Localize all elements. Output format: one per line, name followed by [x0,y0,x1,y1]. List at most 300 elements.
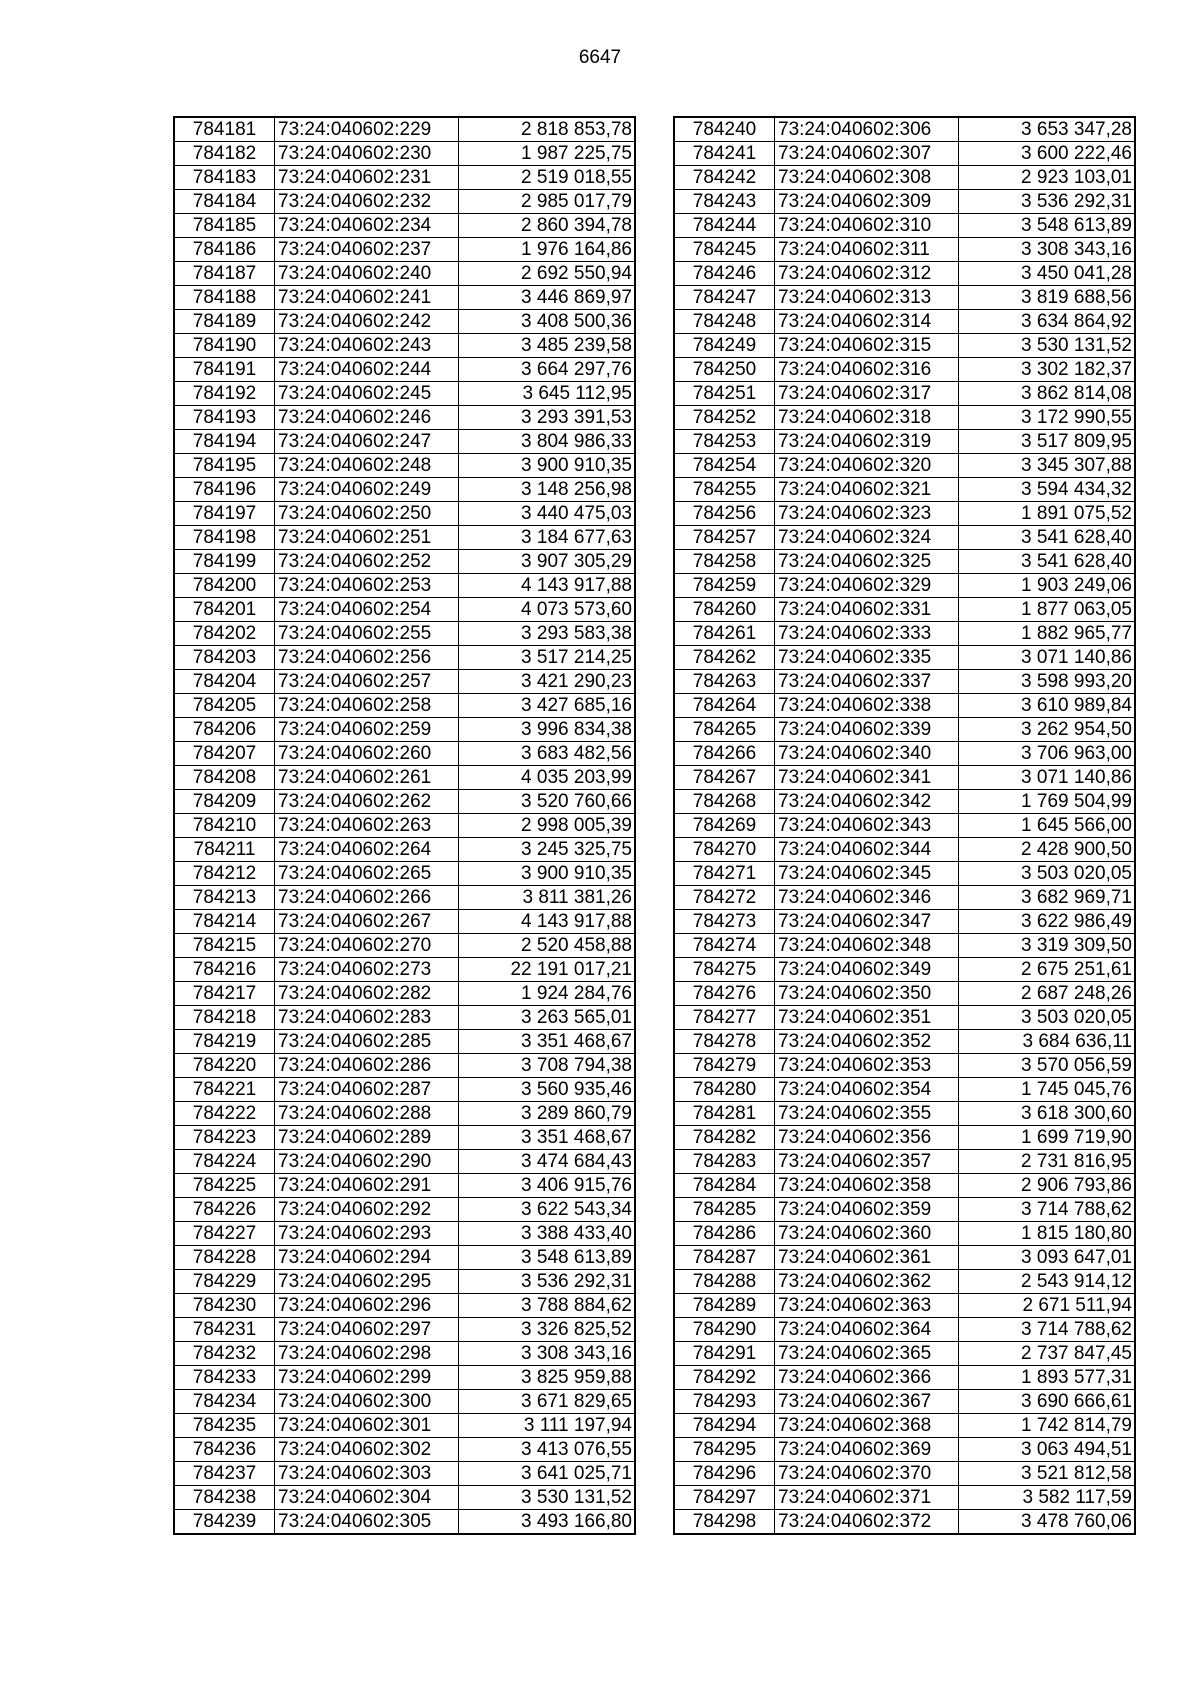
cadastral-number-cell: 73:24:040602:234 [275,214,459,238]
cadastral-value-cell: 3 622 543,34 [459,1198,636,1222]
record-number-cell: 784190 [174,334,275,358]
cadastral-value-cell: 3 289 860,79 [459,1102,636,1126]
cadastral-value-cell: 1 645 566,00 [959,814,1136,838]
table-row [674,622,1135,646]
record-number-cell: 784241 [674,142,775,166]
record-number-cell: 784238 [174,1486,275,1510]
table-row [674,214,1135,238]
record-number-cell: 784223 [174,1126,275,1150]
cadastral-value-cell: 3 541 628,40 [959,526,1136,550]
cadastral-value-cell: 3 788 884,62 [459,1294,636,1318]
cadastral-number-cell: 73:24:040602:305 [275,1510,459,1535]
table-row [174,1390,635,1414]
table-row [174,1054,635,1078]
table-row [174,958,635,982]
cadastral-number-cell: 73:24:040602:255 [275,622,459,646]
cadastral-number-cell: 73:24:040602:356 [775,1126,959,1150]
cadastral-value-cell: 3 664 297,76 [459,358,636,382]
record-number-cell: 784235 [174,1414,275,1438]
cadastral-value-cell: 3 541 628,40 [959,550,1136,574]
cadastral-value-cell: 3 326 825,52 [459,1318,636,1342]
table-row [674,718,1135,742]
table-row [174,358,635,382]
table-row [674,934,1135,958]
table-row [174,214,635,238]
table-row [174,1150,635,1174]
cadastral-value-cell: 4 035 203,99 [459,766,636,790]
record-number-cell: 784259 [674,574,775,598]
record-number-cell: 784216 [174,958,275,982]
cadastral-number-cell: 73:24:040602:263 [275,814,459,838]
cadastral-number-cell: 73:24:040602:372 [775,1510,959,1535]
table-row [674,262,1135,286]
cadastral-value-cell: 3 521 812,58 [959,1462,1136,1486]
table-row [174,117,635,142]
record-number-cell: 784281 [674,1102,775,1126]
table-row [674,1438,1135,1462]
table-row [174,1294,635,1318]
cadastral-number-cell: 73:24:040602:287 [275,1078,459,1102]
cadastral-value-cell: 1 924 284,76 [459,982,636,1006]
record-number-cell: 784210 [174,814,275,838]
cadastral-number-cell: 73:24:040602:231 [275,166,459,190]
cadastral-value-cell: 3 706 963,00 [959,742,1136,766]
table-row [174,622,635,646]
cadastral-number-cell: 73:24:040602:335 [775,646,959,670]
cadastral-value-cell: 3 517 809,95 [959,430,1136,454]
cadastral-number-cell: 73:24:040602:331 [775,598,959,622]
cadastral-value-cell: 2 985 017,79 [459,190,636,214]
table-row [674,742,1135,766]
table-row [174,478,635,502]
cadastral-value-cell: 1 769 504,99 [959,790,1136,814]
table-row [674,1510,1135,1535]
record-number-cell: 784282 [674,1126,775,1150]
cadastral-value-cell: 2 675 251,61 [959,958,1136,982]
table-row [174,1462,635,1486]
table-row [174,1198,635,1222]
record-number-cell: 784288 [674,1270,775,1294]
table-row [174,838,635,862]
record-number-cell: 784182 [174,142,275,166]
cadastral-value-cell: 3 503 020,05 [959,1006,1136,1030]
cadastral-number-cell: 73:24:040602:367 [775,1390,959,1414]
record-number-cell: 784199 [174,550,275,574]
cadastral-value-cell: 3 245 325,75 [459,838,636,862]
record-number-cell: 784202 [174,622,275,646]
table-row [674,190,1135,214]
cadastral-value-cell: 22 191 017,21 [459,958,636,982]
record-number-cell: 784269 [674,814,775,838]
record-number-cell: 784229 [174,1270,275,1294]
table-row [174,1030,635,1054]
table-row [674,238,1135,262]
cadastral-value-cell: 2 860 394,78 [459,214,636,238]
record-number-cell: 784253 [674,430,775,454]
record-number-cell: 784251 [674,382,775,406]
table-row [674,166,1135,190]
cadastral-value-cell: 3 714 788,62 [959,1318,1136,1342]
cadastral-number-cell: 73:24:040602:246 [275,406,459,430]
cadastral-value-cell: 2 737 847,45 [959,1342,1136,1366]
cadastral-value-cell: 3 302 182,37 [959,358,1136,382]
table-row [174,286,635,310]
cadastral-value-cell: 3 536 292,31 [459,1270,636,1294]
record-number-cell: 784236 [174,1438,275,1462]
cadastral-value-cell: 3 450 041,28 [959,262,1136,286]
table-row [174,742,635,766]
record-number-cell: 784239 [174,1510,275,1535]
record-number-cell: 784292 [674,1366,775,1390]
cadastral-value-cell: 3 618 300,60 [959,1102,1136,1126]
cadastral-value-cell: 3 172 990,55 [959,406,1136,430]
record-number-cell: 784203 [174,646,275,670]
cadastral-number-cell: 73:24:040602:256 [275,646,459,670]
cadastral-number-cell: 73:24:040602:350 [775,982,959,1006]
cadastral-value-cell: 3 634 864,92 [959,310,1136,334]
table-row [174,190,635,214]
cadastral-number-cell: 73:24:040602:370 [775,1462,959,1486]
cadastral-number-cell: 73:24:040602:247 [275,430,459,454]
record-number-cell: 784287 [674,1246,775,1270]
cadastral-number-cell: 73:24:040602:340 [775,742,959,766]
cadastral-value-cell: 3 413 076,55 [459,1438,636,1462]
table-row [174,574,635,598]
cadastral-number-cell: 73:24:040602:264 [275,838,459,862]
record-number-cell: 784245 [674,238,775,262]
record-number-cell: 784260 [674,598,775,622]
record-number-cell: 784279 [674,1054,775,1078]
record-number-cell: 784291 [674,1342,775,1366]
table-row [674,910,1135,934]
table-row [174,598,635,622]
cadastral-number-cell: 73:24:040602:318 [775,406,959,430]
record-number-cell: 784219 [174,1030,275,1054]
cadastral-number-cell: 73:24:040602:353 [775,1054,959,1078]
table-row [674,454,1135,478]
cadastral-number-cell: 73:24:040602:291 [275,1174,459,1198]
table-row [174,1006,635,1030]
cadastral-value-cell: 2 923 103,01 [959,166,1136,190]
cadastral-number-cell: 73:24:040602:362 [775,1270,959,1294]
record-number-cell: 784186 [174,238,275,262]
record-number-cell: 784275 [674,958,775,982]
cadastral-number-cell: 73:24:040602:254 [275,598,459,622]
record-number-cell: 784215 [174,934,275,958]
table-row [674,598,1135,622]
record-number-cell: 784262 [674,646,775,670]
table-row [174,1126,635,1150]
cadastral-value-cell: 3 485 239,58 [459,334,636,358]
cadastral-value-cell: 3 293 391,53 [459,406,636,430]
table-row [674,574,1135,598]
cadastral-number-cell: 73:24:040602:329 [775,574,959,598]
cadastral-number-cell: 73:24:040602:243 [275,334,459,358]
cadastral-value-cell: 3 548 613,89 [959,214,1136,238]
table-row [674,766,1135,790]
cadastral-value-cell: 3 811 381,26 [459,886,636,910]
table-row [174,886,635,910]
record-number-cell: 784217 [174,982,275,1006]
record-number-cell: 784296 [674,1462,775,1486]
cadastral-number-cell: 73:24:040602:310 [775,214,959,238]
cadastral-value-cell: 2 428 900,50 [959,838,1136,862]
cadastral-number-cell: 73:24:040602:283 [275,1006,459,1030]
cadastral-value-cell: 3 641 025,71 [459,1462,636,1486]
record-number-cell: 784250 [674,358,775,382]
cadastral-value-cell: 3 900 910,35 [459,862,636,886]
table-row [674,1222,1135,1246]
table-row [674,1102,1135,1126]
table-row [174,1510,635,1535]
record-number-cell: 784189 [174,310,275,334]
table-row [674,1078,1135,1102]
cadastral-value-cell: 3 351 468,67 [459,1030,636,1054]
cadastral-value-cell: 3 996 834,38 [459,718,636,742]
cadastral-number-cell: 73:24:040602:365 [775,1342,959,1366]
table-row [174,502,635,526]
cadastral-value-cell: 2 731 816,95 [959,1150,1136,1174]
table-row [174,766,635,790]
record-number-cell: 784206 [174,718,275,742]
cadastral-value-cell: 3 345 307,88 [959,454,1136,478]
table-row [174,1414,635,1438]
cadastral-value-cell: 3 308 343,16 [459,1342,636,1366]
cadastral-number-cell: 73:24:040602:253 [275,574,459,598]
cadastral-number-cell: 73:24:040602:368 [775,1414,959,1438]
record-number-cell: 784208 [174,766,275,790]
cadastral-value-cell: 3 308 343,16 [959,238,1136,262]
record-number-cell: 784284 [674,1174,775,1198]
record-number-cell: 784283 [674,1150,775,1174]
cadastral-value-cell: 1 891 075,52 [959,502,1136,526]
table-row [674,1198,1135,1222]
cadastral-value-cell: 2 818 853,78 [459,117,636,142]
cadastral-value-cell: 2 519 018,55 [459,166,636,190]
record-number-cell: 784280 [674,1078,775,1102]
cadastral-number-cell: 73:24:040602:295 [275,1270,459,1294]
record-number-cell: 784243 [674,190,775,214]
record-number-cell: 784187 [174,262,275,286]
cadastral-value-cell: 3 862 814,08 [959,382,1136,406]
record-number-cell: 784214 [174,910,275,934]
cadastral-value-cell: 3 682 969,71 [959,886,1136,910]
record-number-cell: 784209 [174,790,275,814]
cadastral-number-cell: 73:24:040602:341 [775,766,959,790]
cadastral-value-cell: 3 530 131,52 [959,334,1136,358]
cadastral-value-cell: 3 708 794,38 [459,1054,636,1078]
cadastral-value-cell: 1 987 225,75 [459,142,636,166]
cadastral-value-cell: 3 063 494,51 [959,1438,1136,1462]
table-row [174,454,635,478]
cadastral-number-cell: 73:24:040602:337 [775,670,959,694]
record-number-cell: 784225 [174,1174,275,1198]
record-number-cell: 784278 [674,1030,775,1054]
cadastral-number-cell: 73:24:040602:304 [275,1486,459,1510]
record-number-cell: 784193 [174,406,275,430]
record-number-cell: 784286 [674,1222,775,1246]
record-number-cell: 784218 [174,1006,275,1030]
table-row [674,958,1135,982]
record-number-cell: 784293 [674,1390,775,1414]
cadastral-value-cell: 3 671 829,65 [459,1390,636,1414]
cadastral-number-cell: 73:24:040602:333 [775,622,959,646]
cadastral-number-cell: 73:24:040602:260 [275,742,459,766]
cadastral-number-cell: 73:24:040602:302 [275,1438,459,1462]
cadastral-number-cell: 73:24:040602:338 [775,694,959,718]
cadastral-number-cell: 73:24:040602:339 [775,718,959,742]
cadastral-number-cell: 73:24:040602:286 [275,1054,459,1078]
table-row [674,1318,1135,1342]
cadastral-number-cell: 73:24:040602:311 [775,238,959,262]
record-number-cell: 784222 [174,1102,275,1126]
cadastral-value-cell: 3 598 993,20 [959,670,1136,694]
cadastral-number-cell: 73:24:040602:303 [275,1462,459,1486]
cadastral-number-cell: 73:24:040602:306 [775,117,959,142]
cadastral-value-cell: 3 427 685,16 [459,694,636,718]
table-row [174,406,635,430]
cadastral-value-cell: 3 610 989,84 [959,694,1136,718]
table-row [174,238,635,262]
table-row [674,478,1135,502]
table-row [674,1270,1135,1294]
page-number: 6647 [578,47,622,68]
cadastral-value-cell: 3 293 583,38 [459,622,636,646]
record-number-cell: 784294 [674,1414,775,1438]
cadastral-number-cell: 73:24:040602:315 [775,334,959,358]
table-row [174,142,635,166]
record-number-cell: 784196 [174,478,275,502]
record-number-cell: 784211 [174,838,275,862]
cadastral-number-cell: 73:24:040602:245 [275,382,459,406]
cadastral-number-cell: 73:24:040602:242 [275,310,459,334]
record-number-cell: 784228 [174,1246,275,1270]
table-row [674,550,1135,574]
table-row [174,382,635,406]
record-number-cell: 784248 [674,310,775,334]
record-number-cell: 784264 [674,694,775,718]
cadastral-value-cell: 3 907 305,29 [459,550,636,574]
table-row [674,117,1135,142]
cadastral-value-cell: 3 111 197,94 [459,1414,636,1438]
record-number-cell: 784197 [174,502,275,526]
record-number-cell: 784234 [174,1390,275,1414]
record-number-cell: 784191 [174,358,275,382]
cadastral-number-cell: 73:24:040602:294 [275,1246,459,1270]
record-number-cell: 784246 [674,262,775,286]
cadastral-number-cell: 73:24:040602:319 [775,430,959,454]
cadastral-number-cell: 73:24:040602:252 [275,550,459,574]
cadastral-number-cell: 73:24:040602:285 [275,1030,459,1054]
cadastral-number-cell: 73:24:040602:248 [275,454,459,478]
cadastral-number-cell: 73:24:040602:307 [775,142,959,166]
record-number-cell: 784204 [174,670,275,694]
table-row [174,646,635,670]
cadastral-number-cell: 73:24:040602:343 [775,814,959,838]
cadastral-value-cell: 3 406 915,76 [459,1174,636,1198]
cadastral-number-cell: 73:24:040602:360 [775,1222,959,1246]
record-number-cell: 784295 [674,1438,775,1462]
record-number-cell: 784240 [674,117,775,142]
table-row [674,1390,1135,1414]
table-row [674,1414,1135,1438]
cadastral-number-cell: 73:24:040602:251 [275,526,459,550]
table-row [174,1078,635,1102]
cadastral-number-cell: 73:24:040602:366 [775,1366,959,1390]
table-row [674,430,1135,454]
table-row [674,358,1135,382]
cadastral-value-cell: 4 143 917,88 [459,574,636,598]
table-row [174,262,635,286]
table-row [674,1030,1135,1054]
cadastral-value-cell: 2 692 550,94 [459,262,636,286]
cadastral-value-cell: 3 582 117,59 [959,1486,1136,1510]
table-row [674,646,1135,670]
cadastral-number-cell: 73:24:040602:270 [275,934,459,958]
cadastral-table-right [673,116,1136,1535]
table-row [174,1342,635,1366]
table-row [174,1270,635,1294]
record-number-cell: 784270 [674,838,775,862]
cadastral-number-cell: 73:24:040602:290 [275,1150,459,1174]
record-number-cell: 784205 [174,694,275,718]
cadastral-number-cell: 73:24:040602:289 [275,1126,459,1150]
cadastral-value-cell: 3 684 636,11 [959,1030,1136,1054]
record-number-cell: 784194 [174,430,275,454]
table-row [174,1174,635,1198]
table-row [674,142,1135,166]
cadastral-value-cell: 3 560 935,46 [459,1078,636,1102]
cadastral-value-cell: 3 570 056,59 [959,1054,1136,1078]
cadastral-value-cell: 3 520 760,66 [459,790,636,814]
cadastral-number-cell: 73:24:040602:325 [775,550,959,574]
record-number-cell: 784274 [674,934,775,958]
record-number-cell: 784188 [174,286,275,310]
cadastral-value-cell: 2 543 914,12 [959,1270,1136,1294]
cadastral-value-cell: 3 262 954,50 [959,718,1136,742]
cadastral-number-cell: 73:24:040602:273 [275,958,459,982]
cadastral-value-cell: 3 184 677,63 [459,526,636,550]
cadastral-value-cell: 3 645 112,95 [459,382,636,406]
cadastral-number-cell: 73:24:040602:244 [275,358,459,382]
cadastral-value-cell: 3 600 222,46 [959,142,1136,166]
table-row [674,1462,1135,1486]
table-row [674,862,1135,886]
cadastral-value-cell: 1 903 249,06 [959,574,1136,598]
cadastral-value-cell: 3 594 434,32 [959,478,1136,502]
cadastral-number-cell: 73:24:040602:232 [275,190,459,214]
cadastral-number-cell: 73:24:040602:261 [275,766,459,790]
cadastral-number-cell: 73:24:040602:352 [775,1030,959,1054]
record-number-cell: 784221 [174,1078,275,1102]
cadastral-number-cell: 73:24:040602:342 [775,790,959,814]
cadastral-number-cell: 73:24:040602:267 [275,910,459,934]
cadastral-number-cell: 73:24:040602:317 [775,382,959,406]
cadastral-value-cell: 3 388 433,40 [459,1222,636,1246]
table-row [674,694,1135,718]
record-number-cell: 784200 [174,574,275,598]
table-row [674,526,1135,550]
table-row [174,334,635,358]
record-number-cell: 784212 [174,862,275,886]
cadastral-number-cell: 73:24:040602:348 [775,934,959,958]
record-number-cell: 784257 [674,526,775,550]
record-number-cell: 784207 [174,742,275,766]
table-row [674,502,1135,526]
cadastral-number-cell: 73:24:040602:259 [275,718,459,742]
cadastral-number-cell: 73:24:040602:351 [775,1006,959,1030]
cadastral-number-cell: 73:24:040602:292 [275,1198,459,1222]
